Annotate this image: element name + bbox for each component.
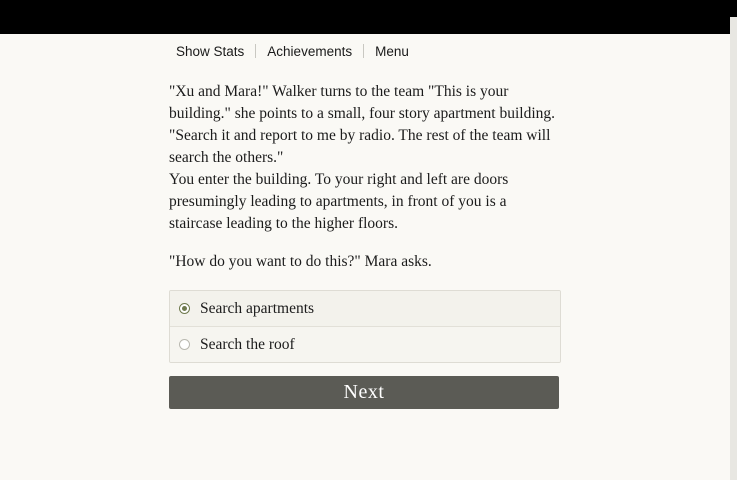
choice-list <box>169 290 561 363</box>
menu-item-show-stats[interactable]: Show Stats <box>176 43 245 59</box>
choice-label: Search the roof <box>200 335 295 353</box>
radio-unselected-icon[interactable] <box>179 339 190 350</box>
next-button[interactable]: Next <box>169 376 559 409</box>
choice-label: Search apartments <box>200 299 315 317</box>
menu-item-menu[interactable]: Menu <box>375 43 409 59</box>
story-paragraph-3: "How do you want to do this?" Mara asks. <box>169 253 432 270</box>
choice-option-search-apartments[interactable] <box>170 291 560 326</box>
story-paragraph-1: "Xu and Mara!" Walker turns to the team "This is your building." she points to a small, four story apartment building. "Search it and report to me by radio. The rest of the team will search the others." <box>169 83 556 166</box>
story-text <box>169 81 561 273</box>
top-bar <box>0 17 730 34</box>
story-paragraph-2: You enter the building. To your right and left are doors presumingly leading to apartments, in front of you is a staircase leading to the higher floors. <box>169 171 509 232</box>
menu-item-achievements[interactable]: Achievements <box>267 43 353 59</box>
story-page <box>0 17 730 480</box>
story-content <box>169 34 561 409</box>
page-right-edge <box>730 17 737 480</box>
choice-option-search-the-roof[interactable] <box>170 326 560 362</box>
radio-selected-icon[interactable] <box>179 303 190 314</box>
menu-bar <box>165 34 561 68</box>
